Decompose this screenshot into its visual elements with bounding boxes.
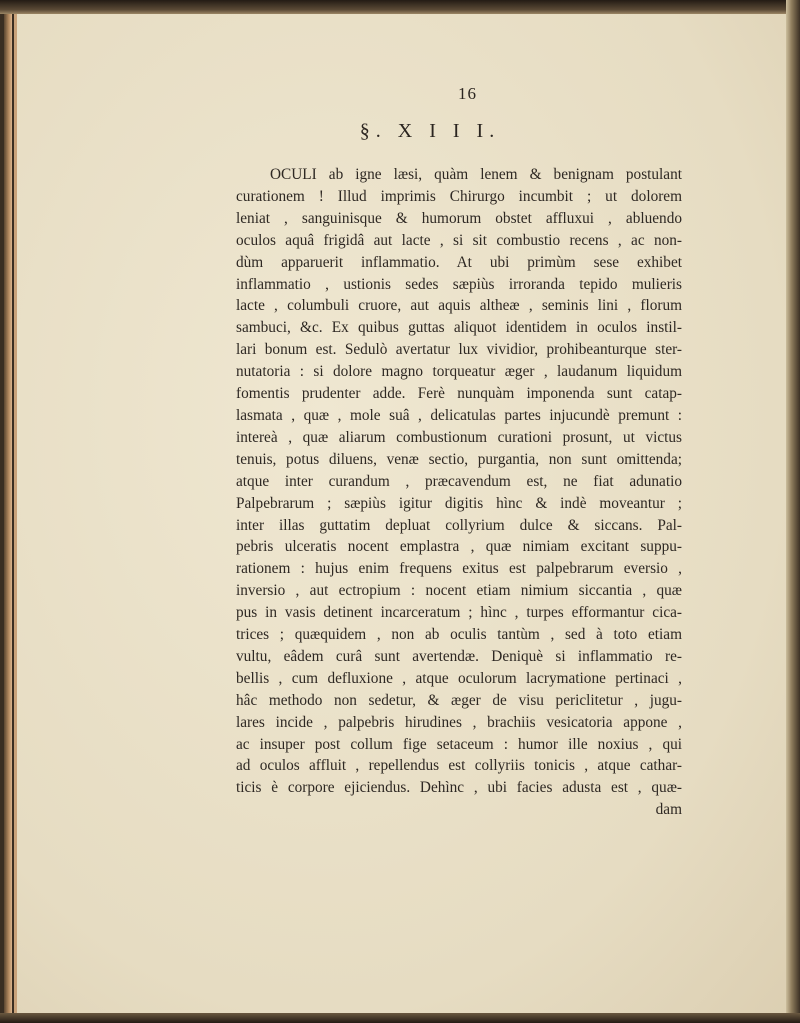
text-line: lasmata , quæ , mole suâ , delicatulas partes injucundè premunt : (236, 406, 682, 424)
text-line: vultu, eâdem curâ sunt avertendæ. Deniquè si inflammatio re- (236, 647, 682, 665)
text-line: leniat , sanguinisque & humorum obstet affluxui , abluendo (236, 209, 682, 227)
page-bottom-edge (0, 1013, 800, 1023)
text-line: lares incide , palpebris hirudines , brachiis vesicatoria appone , (236, 713, 682, 731)
text-line: nutatoria : si dolore magno torqueatur æger , laudanum liquidum (236, 363, 682, 381)
page-top-edge (0, 0, 800, 14)
text-line: oculos aquâ frigidâ aut lacte , si sit combustio recens , ac non- (236, 231, 682, 249)
page-number: 16 (458, 84, 477, 103)
catchword: dam (655, 801, 682, 819)
text-line: inflammatio , ustionis sedes sæpiùs irroranda tepido mulieris (236, 275, 682, 293)
text-line: tenuis, potus diluens, venæ sectio, purgantia, non sunt omittenda; (236, 450, 682, 468)
text-line: pus in vasis detinent incarceratum ; hìnc , turpes efformantur cica- (236, 604, 682, 622)
text-line: trices ; quæquidem , non ab oculis tantùm , sed à toto etiam (236, 626, 682, 644)
text-line: Palpebrarum ; sæpiùs igitur digitis hìnc & indè moveantur ; (236, 494, 682, 512)
text-line: OCULI ab igne læsi, quàm lenem & benignam postulant (270, 166, 682, 183)
text-line: ticis è corpore ejiciendus. Dehìnc , ubi facies adusta est , quæ- (236, 779, 682, 797)
text-line: lari bonum est. Sedulò avertatur lux vividior, prohibeanturque ster- (236, 341, 682, 359)
text-line: dùm apparuerit inflammatio. At ubi primùm sese exhibet (236, 253, 682, 271)
text-line: curationem ! Illud imprimis Chirurgo incumbit ; ut dolorem (236, 187, 682, 205)
text-line: atque inter curandum , præcavendum est, ne fiat adunatio (236, 472, 682, 490)
text-line: lacte , columbuli cruore, aut aquis altheæ , seminis lini , florum (236, 297, 682, 315)
text-line: inter illas guttatim depluat collyrium dulce & siccans. Pal- (236, 516, 682, 534)
text-line: ad oculos affluit , repellendus est collyriis tonicis , atque cathar- (236, 757, 682, 775)
section-title: §. X I I I. (359, 120, 501, 142)
text-line: fomentis prudenter adde. Ferè nunquàm imponenda sunt catap- (236, 385, 682, 403)
text-line: hâc methodo non sedetur, & æger de visu periclitetur , jugu- (236, 691, 682, 709)
text-line: sambuci, &c. Ex quibus guttas aliquot identidem in oculos instil- (236, 319, 682, 337)
text-line: ac insuper post collum fige setaceum : humor ille noxius , qui (236, 735, 682, 753)
text-line: pebris ulceratis nocent emplastra , quæ nimiam excitant suppu- (236, 538, 682, 556)
text-line: rationem : hujus enim frequens exitus est palpebrarum eversio , (236, 560, 682, 578)
text-line: inversio , aut ectropium : nocent etiam nimium siccantia , quæ (236, 582, 682, 600)
page-right-edge (786, 0, 800, 1023)
page-left-edge (4, 14, 12, 1014)
body-text (236, 164, 682, 821)
text-line: bellis , cum defluxione , atque oculorum lacrymatione pertinaci , (236, 669, 682, 687)
text-line: intereà , quæ aliarum combustionum curationi prosunt, ut victus (236, 428, 682, 446)
